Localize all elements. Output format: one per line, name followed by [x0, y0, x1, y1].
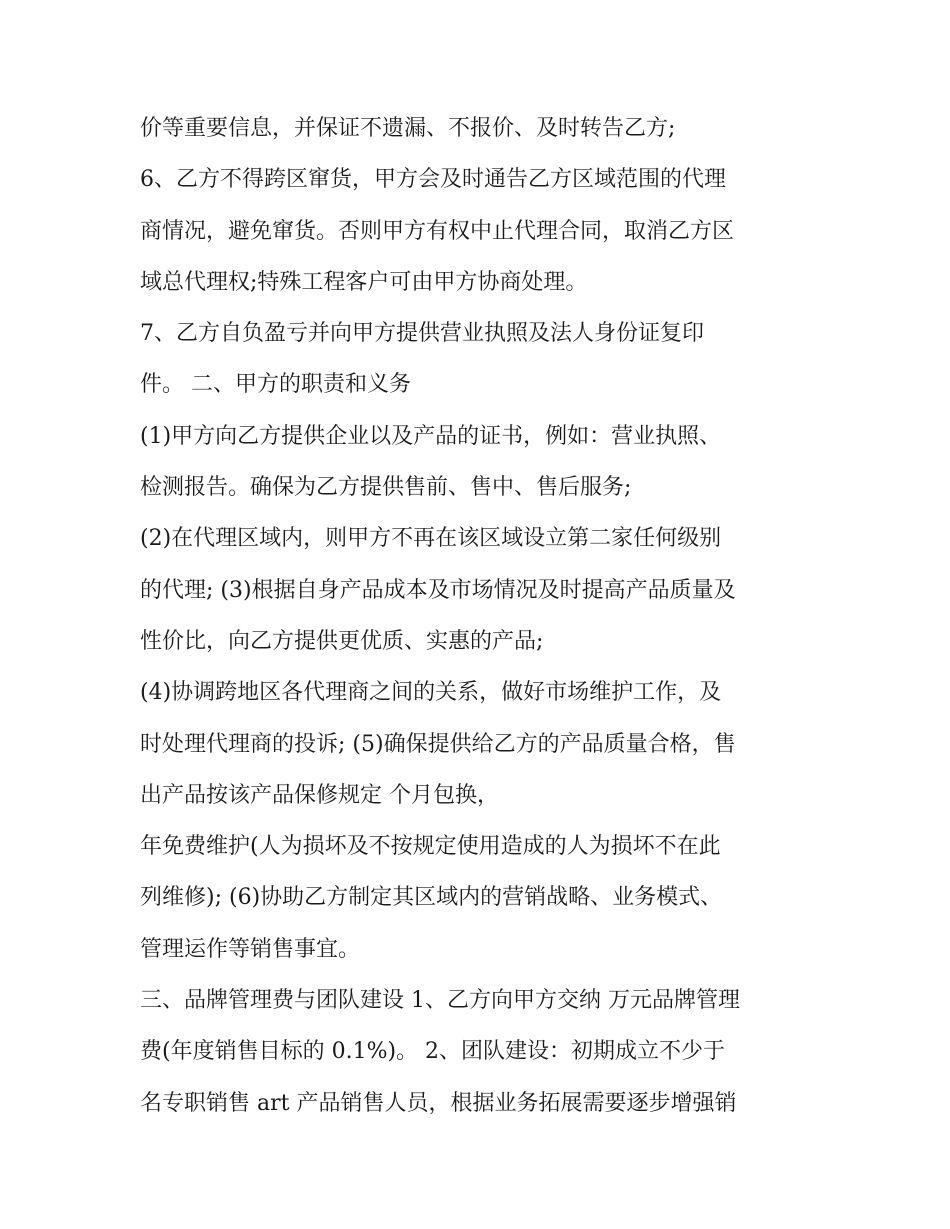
text-line: 域总代理权;特殊工程客户可由甲方协商处理。 [140, 269, 588, 295]
text-line: 检测报告。确保为乙方提供售前、售中、售后服务; [140, 475, 632, 501]
text-line: 商情况，避免窜货。否则甲方有权中止代理合同，取消乙方区 [140, 218, 735, 244]
text-line: 费(年度销售目标的 0.1%)。 2、团队建设：初期成立不少于 [140, 1039, 726, 1065]
text-line: 时处理代理商的投诉; (5)确保提供给乙方的产品质量合格，售 [140, 731, 736, 757]
text-line: 年免费维护(人为损坏及不按规定使用造成的人为损坏不在此 [140, 834, 721, 860]
text-line: (1)甲方向乙方提供企业以及产品的证书，例如：营业执照、 [140, 423, 722, 449]
text-line: (4)协调跨地区各代理商之间的关系，做好市场维护工作，及 [140, 680, 722, 706]
document-body [140, 107, 830, 1133]
text-line: 的代理; (3)根据自身产品成本及市场情况及时提高产品质量及 [140, 577, 736, 603]
text-line: 价等重要信息，并保证不遗漏、不报价、及时转告乙方; [140, 116, 676, 141]
text-line: 管理运作等销售事宜。 [140, 936, 361, 962]
text-line: 7、乙方自负盈亏并向甲方提供营业执照及法人身份证复印 [140, 321, 704, 347]
text-line: 件。 二、甲方的职责和义务 [140, 372, 411, 398]
text-line: 出产品按该产品保修规定 个月包换， [140, 782, 499, 808]
text-line: 列维修); (6)协助乙方制定其区域内的营销战略、业务模式、 [140, 885, 723, 911]
text-line: 性价比，向乙方提供更优质、实惠的产品; [140, 628, 544, 654]
text-line: 三、品牌管理费与团队建设 1、乙方向甲方交纳 万元品牌管理 [140, 988, 740, 1014]
text-line: (2)在代理区域内，则甲方不再在该区域设立第二家任何级别 [140, 526, 722, 552]
text-line: 名专职销售 art 产品销售人员，根据业务拓展需要逐步增强销 [140, 1090, 737, 1116]
text-line: 6、乙方不得跨区窜货，甲方会及时通告乙方区域范围的代理 [140, 167, 726, 193]
